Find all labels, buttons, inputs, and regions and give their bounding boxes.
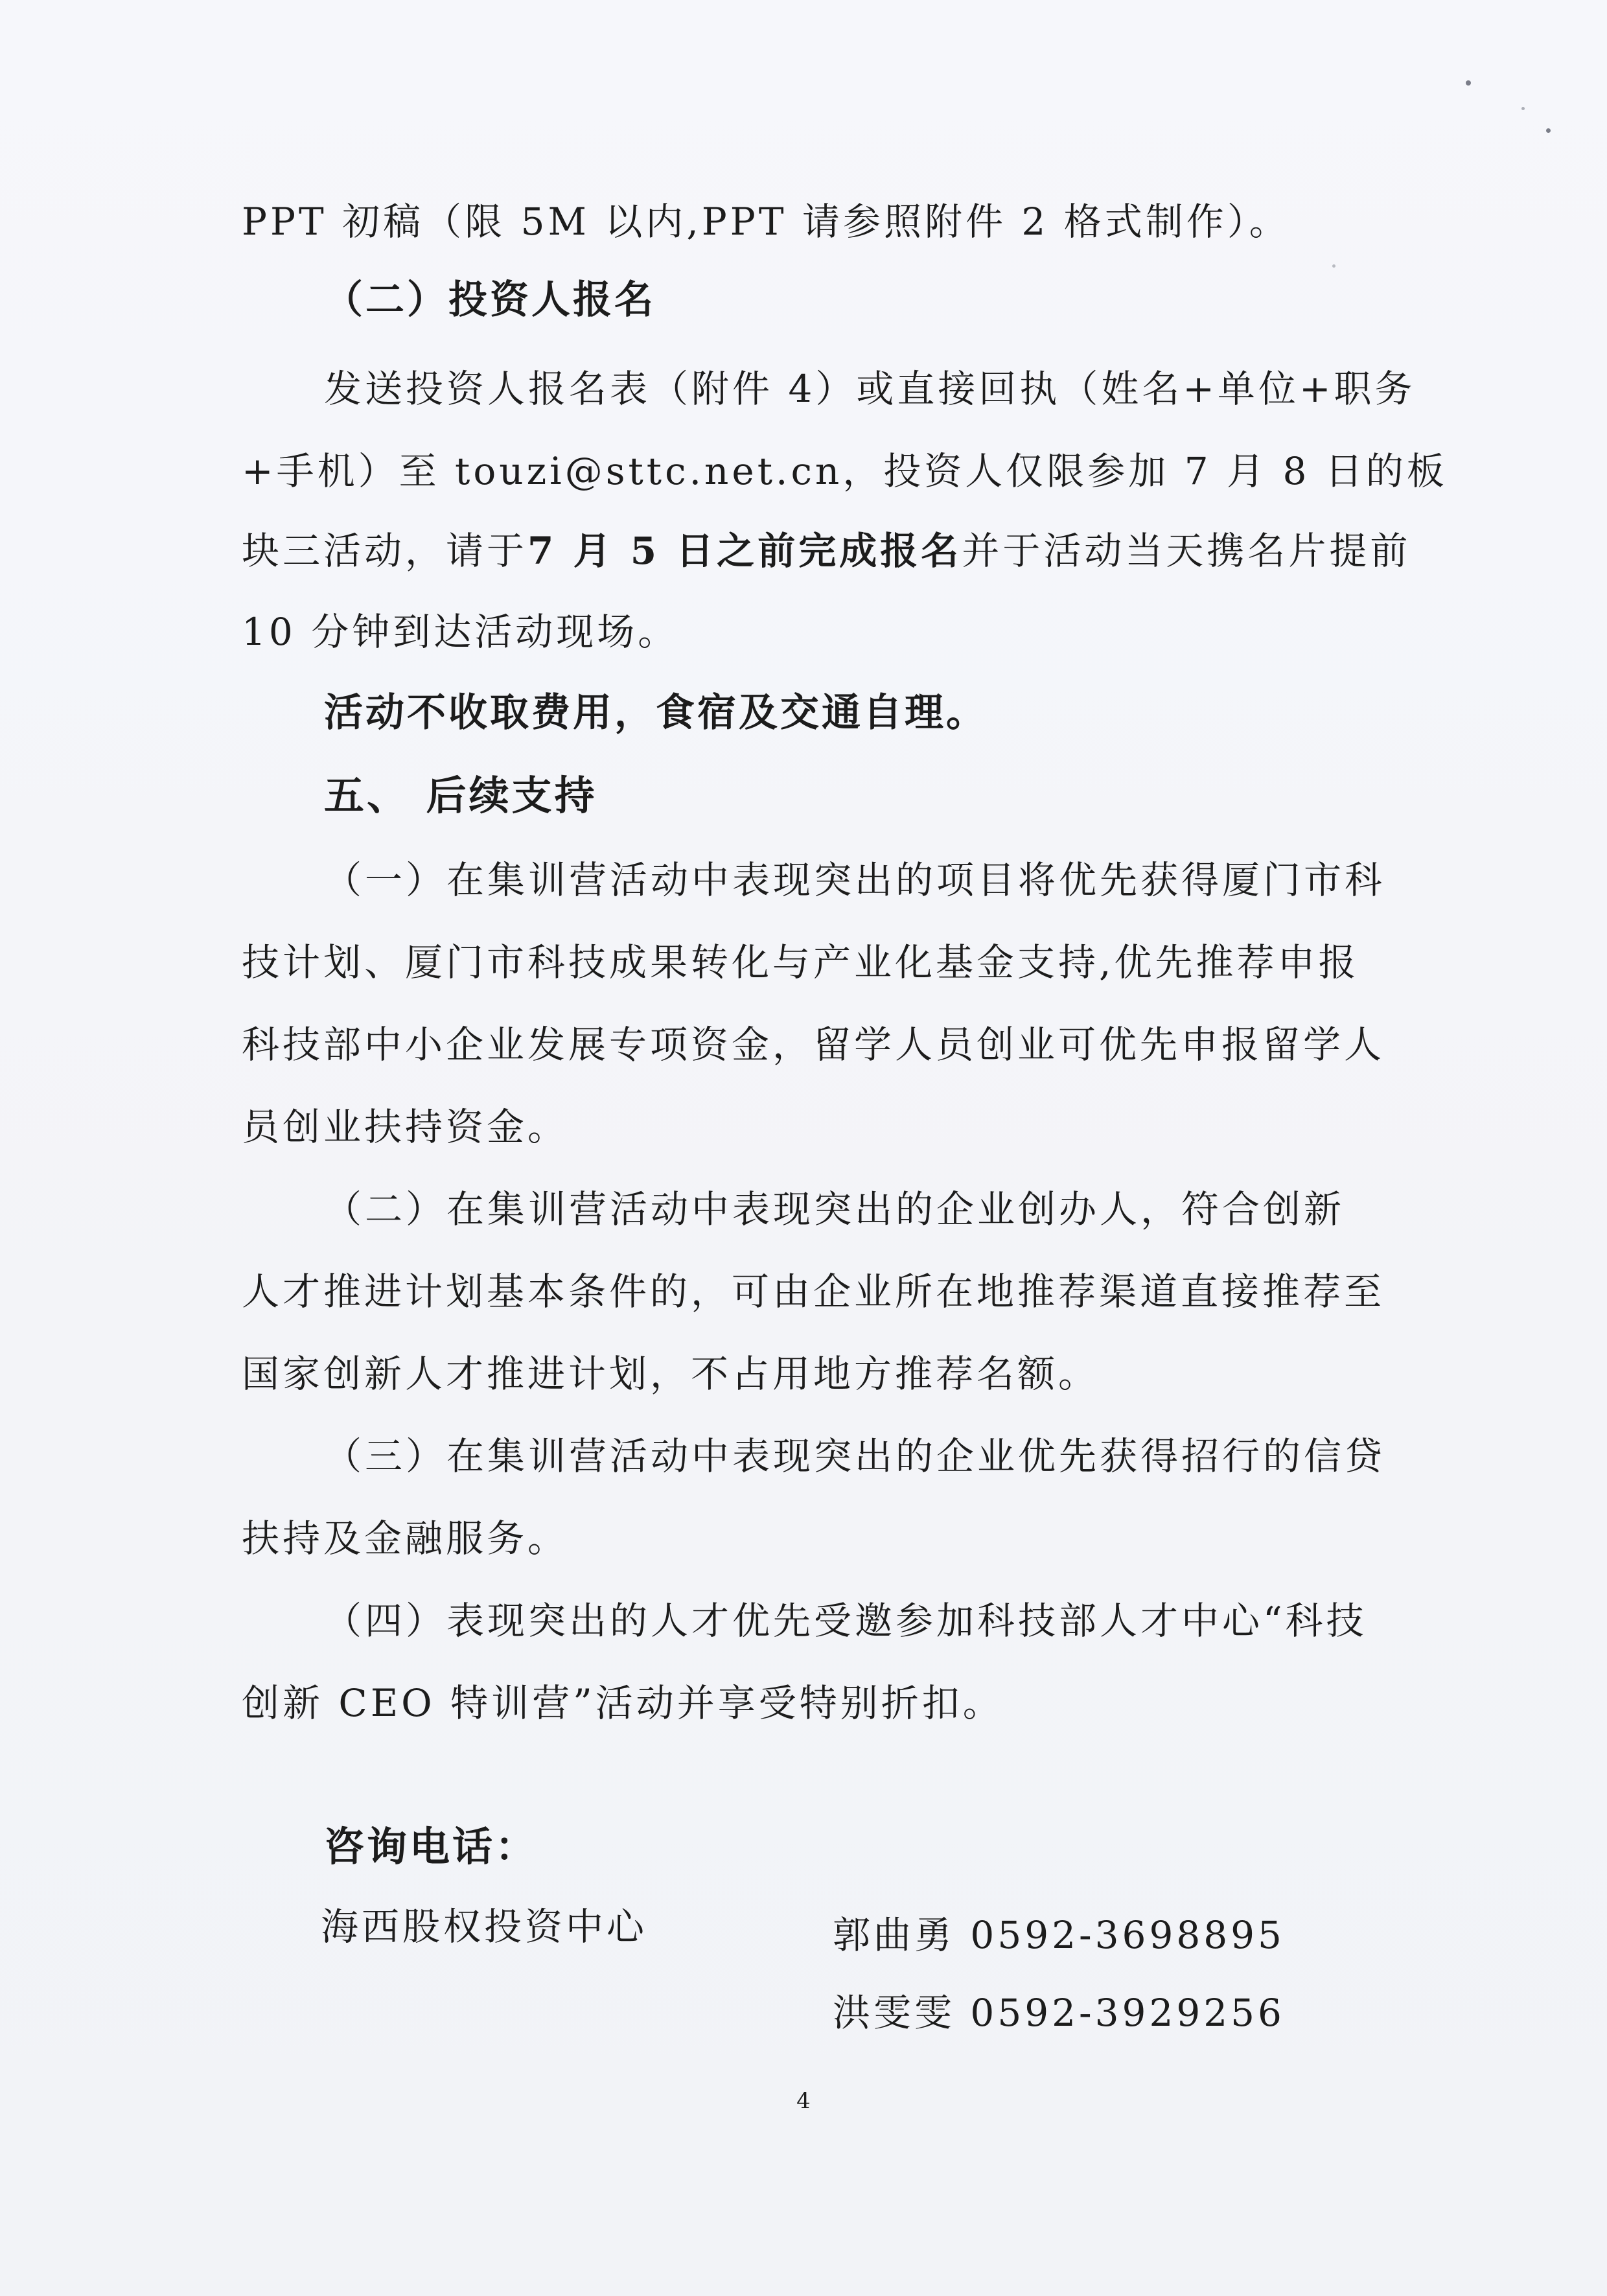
- page-number: 4: [796, 2088, 811, 2114]
- paragraph-line: 发送投资人报名表（附件 4）或直接回执（姓名+单位+职务: [324, 367, 1416, 411]
- contact-person-1: 郭曲勇 0592-3698895: [833, 1913, 1285, 1957]
- paragraph-line: 10 分钟到达活动现场。: [242, 610, 679, 654]
- paragraph-line: 技计划、厦门市科技成果转化与产业化基金支持,优先推荐申报: [242, 940, 1359, 984]
- paragraph-line: （四）表现突出的人才优先受邀参加科技部人才中心“科技: [324, 1599, 1367, 1643]
- paragraph-line: 员创业扶持资金。: [242, 1105, 569, 1149]
- paragraph-line: （三）在集训营活动中表现突出的企业优先获得招行的信贷: [324, 1434, 1386, 1478]
- contact-person-2: 洪雯雯 0592-3929256: [833, 1991, 1285, 2035]
- paragraph-line: （一）在集训营活动中表现突出的项目将优先获得厦门市科: [324, 858, 1386, 902]
- contact-heading: 咨询电话：: [324, 1823, 538, 1870]
- scan-speck: [1332, 264, 1335, 268]
- scan-speck: [1466, 80, 1471, 86]
- paragraph-line: PPT 初稿（限 5M 以内,PPT 请参照附件 2 格式制作）。: [242, 200, 1290, 244]
- text-segment: 块三活动，请于: [242, 529, 528, 573]
- scan-speck: [1546, 128, 1551, 133]
- section-heading: 五、 后续支持: [324, 772, 597, 819]
- paragraph-line: +手机）至 touzi@sttc.net.cn，投资人仅限参加 7 月 8 日的板: [242, 449, 1448, 493]
- paragraph-line: 国家创新人才推进计划，不占用地方推荐名额。: [242, 1352, 1100, 1396]
- deadline-emphasis: 7 月 5 日之前完成报名: [527, 529, 962, 573]
- fee-note: 活动不收取费用，食宿及交通自理。: [324, 690, 988, 736]
- paragraph-line: 人才推进计划基本条件的，可由企业所在地推荐渠道直接推荐至: [242, 1270, 1385, 1314]
- section-subheading: （二）投资人报名: [324, 277, 656, 323]
- paragraph-line: 创新 CEO 特训营”活动并享受特别折扣。: [242, 1681, 1004, 1725]
- paragraph-line: 扶持及金融服务。: [242, 1516, 569, 1560]
- paragraph-line: [242, 525, 1411, 577]
- scan-speck: [1521, 107, 1525, 110]
- text-segment: 并于活动当天携名片提前: [962, 529, 1411, 573]
- paragraph-line: （二）在集训营活动中表现突出的企业创办人，符合创新: [324, 1187, 1345, 1231]
- contact-organization: 海西股权投资中心: [321, 1905, 648, 1949]
- paragraph-line: 科技部中小企业发展专项资金，留学人员创业可优先申报留学人: [242, 1023, 1385, 1067]
